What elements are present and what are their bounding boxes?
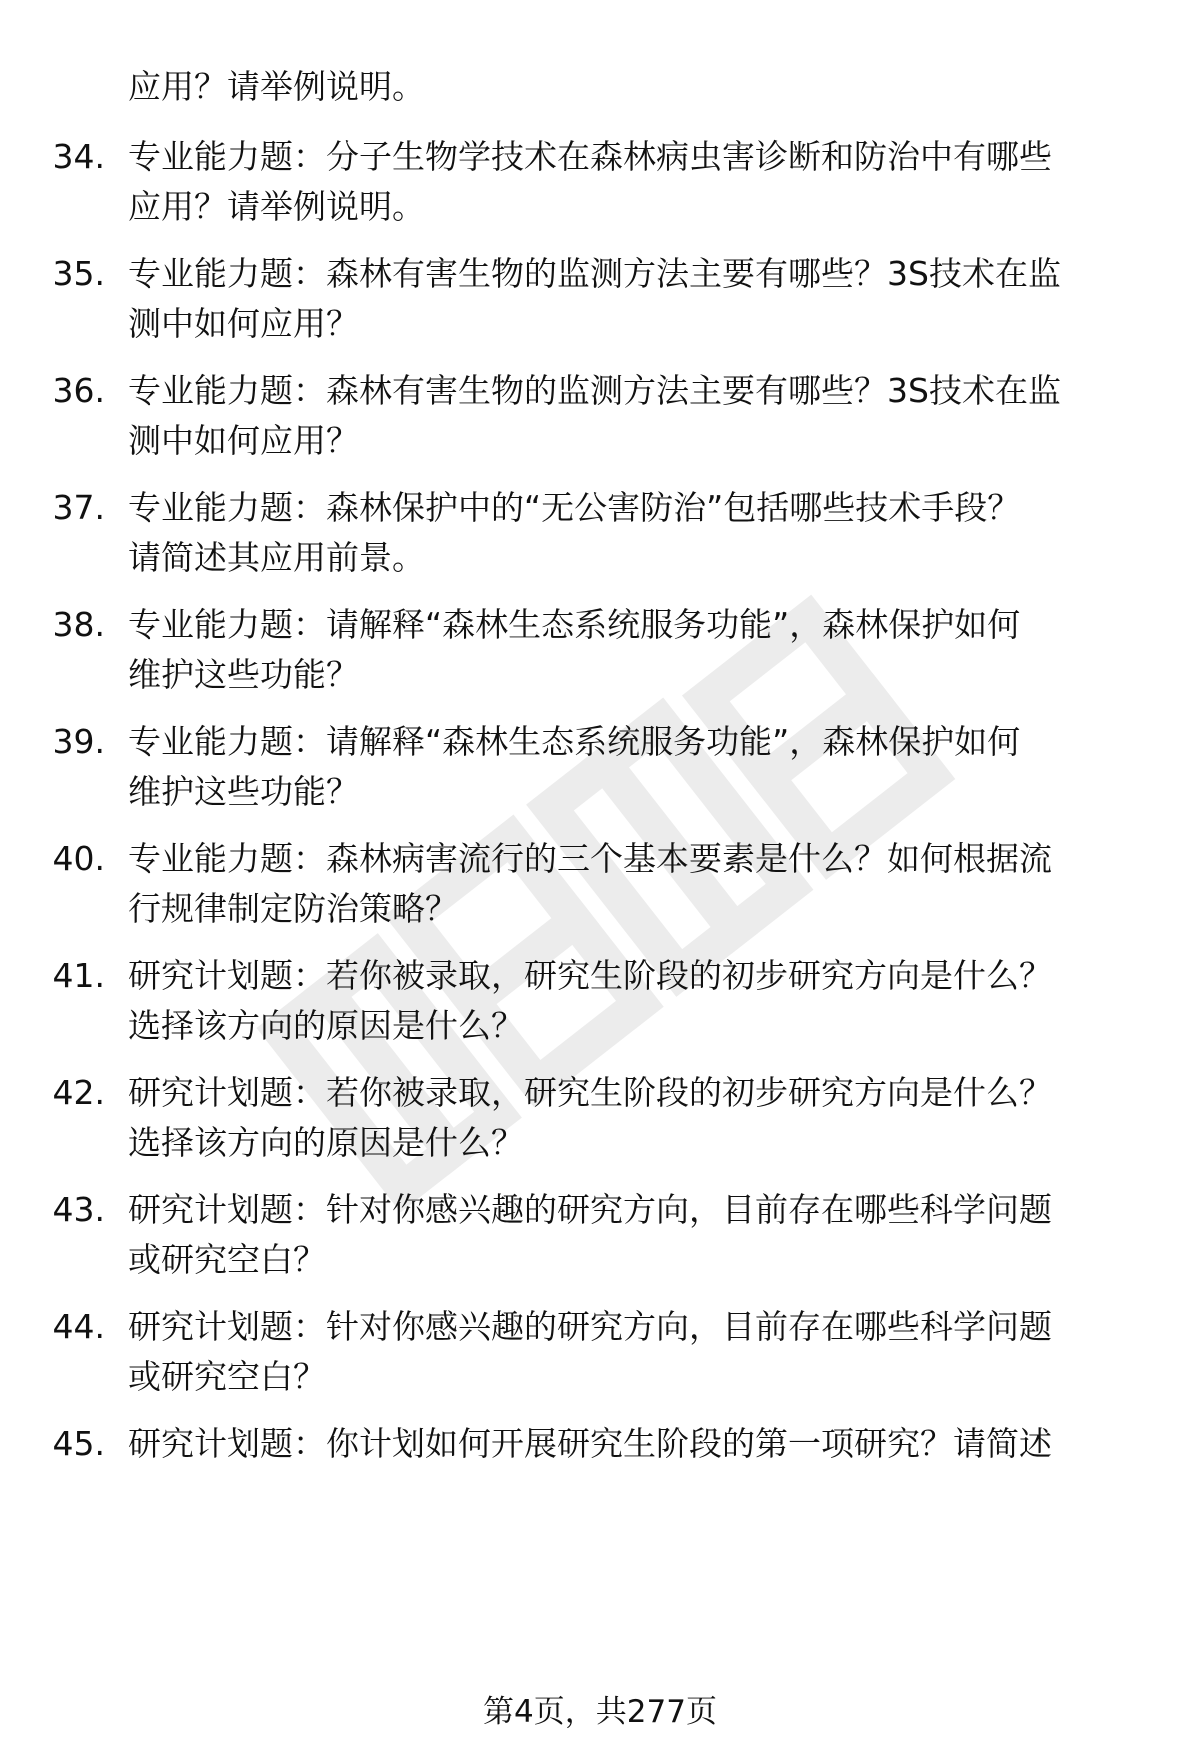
list-item: 41. 研究计划题：若你被录取，研究生阶段的初步研究方向是什么？ 选择该方向的原因是什么？ (128, 951, 1138, 1051)
list-item: 35. 专业能力题：森林有害生物的监测方法主要有哪些？3S技术在监 测中如何应用？ (128, 249, 1138, 349)
list-item: 42. 研究计划题：若你被录取，研究生阶段的初步研究方向是什么？ 选择该方向的原因是什么？ (128, 1068, 1138, 1168)
item-text: 研究计划题：针对你感兴趣的研究方向，目前存在哪些科学问题 或研究空白？ (128, 1190, 1052, 1279)
list-item: 45. 研究计划题：你计划如何开展研究生阶段的第一项研究？请简述 (128, 1419, 1138, 1469)
list-item: 38. 专业能力题：请解释“森林生态系统服务功能”，森林保护如何 维护这些功能？ (128, 600, 1138, 700)
item-text: 研究计划题：你计划如何开展研究生阶段的第一项研究？请简述 (128, 1424, 1052, 1463)
item-text: 专业能力题：请解释“森林生态系统服务功能”，森林保护如何 维护这些功能？ (128, 722, 1021, 811)
item-text: 研究计划题：若你被录取，研究生阶段的初步研究方向是什么？ 选择该方向的原因是什么？ (128, 1073, 1052, 1162)
item-text: 专业能力题：森林病害流行的三个基本要素是什么？如何根据流 行规律制定防治策略？ (128, 839, 1052, 928)
item-text: 专业能力题：请解释“森林生态系统服务功能”，森林保护如何 维护这些功能？ (128, 605, 1021, 694)
continuation-text: 应用？请举例说明。 (128, 67, 425, 106)
page-footer: 第4页，共277页 (483, 1694, 717, 1730)
item-text: 专业能力题：分子生物学技术在森林病虫害诊断和防治中有哪些 应用？请举例说明。 (128, 137, 1052, 226)
item-text: 研究计划题：针对你感兴趣的研究方向，目前存在哪些科学问题 或研究空白？ (128, 1307, 1052, 1396)
item-text: 专业能力题：森林有害生物的监测方法主要有哪些？3S技术在监 测中如何应用？ (128, 254, 1061, 343)
list-item: 44. 研究计划题：针对你感兴趣的研究方向，目前存在哪些科学问题 或研究空白？ (128, 1302, 1138, 1402)
list-item: 34. 专业能力题：分子生物学技术在森林病虫害诊断和防治中有哪些 应用？请举例说明。 (128, 132, 1138, 232)
list-item-continuation (128, 62, 1138, 112)
item-text: 专业能力题：森林有害生物的监测方法主要有哪些？3S技术在监 测中如何应用？ (128, 371, 1061, 460)
list-item: 43. 研究计划题：针对你感兴趣的研究方向，目前存在哪些科学问题 或研究空白？ (128, 1185, 1138, 1285)
list-item: 39. 专业能力题：请解释“森林生态系统服务功能”，森林保护如何 维护这些功能？ (128, 717, 1138, 817)
list-item: 36. 专业能力题：森林有害生物的监测方法主要有哪些？3S技术在监 测中如何应用？ (128, 366, 1138, 466)
item-text: 专业能力题：森林保护中的“无公害防治”包括哪些技术手段？ 请简述其应用前景。 (128, 488, 1021, 577)
item-text: 研究计划题：若你被录取，研究生阶段的初步研究方向是什么？ 选择该方向的原因是什么？ (128, 956, 1052, 1045)
list-item: 37. 专业能力题：森林保护中的“无公害防治”包括哪些技术手段？ 请简述其应用前景。 (128, 483, 1138, 583)
list-item: 40. 专业能力题：森林病害流行的三个基本要素是什么？如何根据流 行规律制定防治策略？ (128, 834, 1138, 934)
